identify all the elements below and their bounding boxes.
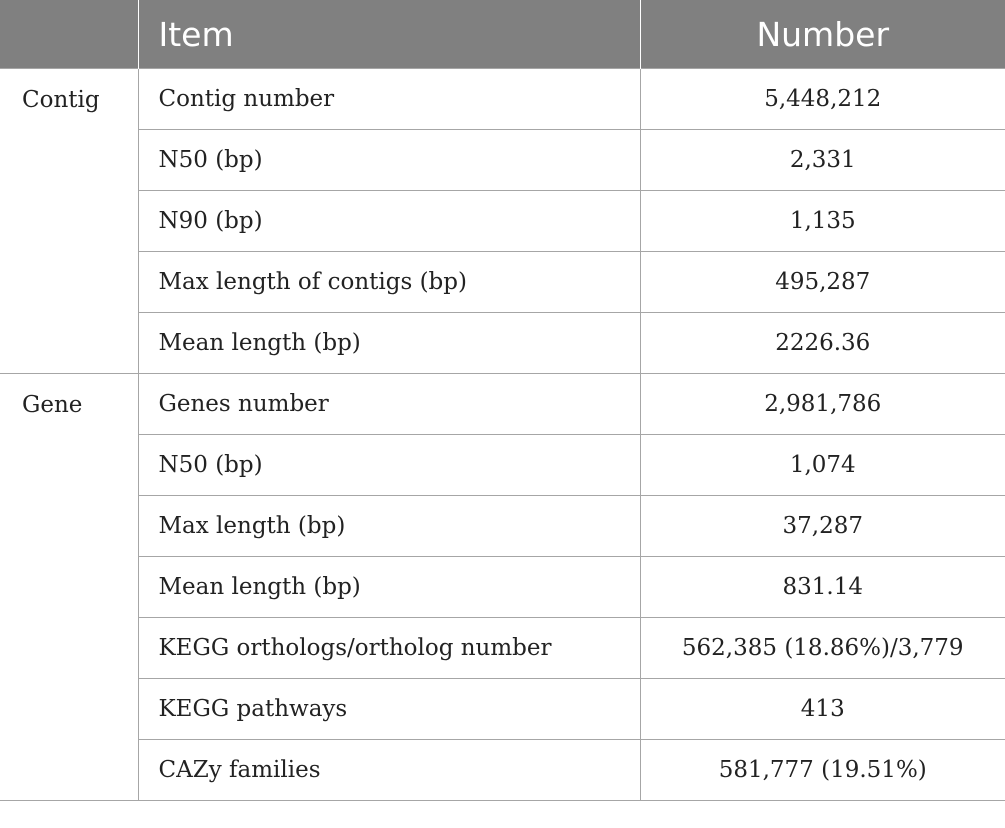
table-row — [0, 374, 1005, 435]
row-number: 1,074 — [640, 435, 1005, 496]
row-item: Max length (bp) — [138, 496, 640, 557]
table-row — [0, 557, 1005, 618]
table-row — [0, 191, 1005, 252]
row-item: Max length of contigs (bp) — [138, 252, 640, 313]
table-row — [0, 435, 1005, 496]
table-row — [0, 618, 1005, 679]
group-label-contig: Contig — [0, 69, 138, 374]
row-item: Contig number — [138, 69, 640, 130]
header-group — [0, 0, 138, 69]
row-number: 562,385 (18.86%)/3,779 — [640, 618, 1005, 679]
table-row — [0, 679, 1005, 740]
row-number: 2226.36 — [640, 313, 1005, 374]
table-row — [0, 313, 1005, 374]
header-item: Item — [138, 0, 640, 69]
row-item: N50 (bp) — [138, 435, 640, 496]
row-number: 413 — [640, 679, 1005, 740]
row-number: 495,287 — [640, 252, 1005, 313]
row-item: CAZy families — [138, 740, 640, 801]
table-row — [0, 69, 1005, 130]
row-number: 37,287 — [640, 496, 1005, 557]
row-number: 2,981,786 — [640, 374, 1005, 435]
row-item: N90 (bp) — [138, 191, 640, 252]
header-row — [0, 0, 1005, 69]
row-number: 831.14 — [640, 557, 1005, 618]
row-number: 1,135 — [640, 191, 1005, 252]
row-item: Mean length (bp) — [138, 557, 640, 618]
row-item: Genes number — [138, 374, 640, 435]
table-row — [0, 130, 1005, 191]
row-item: N50 (bp) — [138, 130, 640, 191]
row-item: KEGG orthologs/ortholog number — [138, 618, 640, 679]
header-number: Number — [640, 0, 1005, 69]
group-label-gene: Gene — [0, 374, 138, 801]
table-body — [0, 69, 1005, 801]
row-number: 581,777 (19.51%) — [640, 740, 1005, 801]
table-header — [0, 0, 1005, 69]
row-number: 5,448,212 — [640, 69, 1005, 130]
row-item: KEGG pathways — [138, 679, 640, 740]
row-number: 2,331 — [640, 130, 1005, 191]
table-row — [0, 740, 1005, 801]
table-row — [0, 252, 1005, 313]
row-item: Mean length (bp) — [138, 313, 640, 374]
table-row — [0, 496, 1005, 557]
